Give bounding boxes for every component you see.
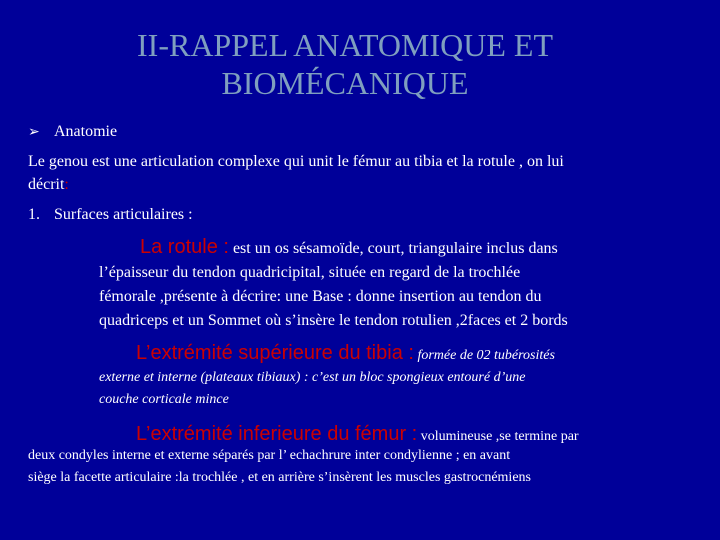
femur-text-1: volumineuse ,se termine par — [417, 429, 579, 444]
bullet-anatomie — [28, 123, 117, 141]
rotule-line-3: fémorale ,présente à décrire: une Base : donne insertion au tendon du — [99, 288, 542, 305]
intro-line-2 — [28, 176, 69, 194]
intro-line-2-text: décrit — [28, 176, 65, 193]
intro-line-1: Le genou est une articulation complexe qui unit le fémur au tibia et la rotule , on lui — [28, 153, 564, 170]
arrow-bullet-icon: ➢ — [28, 124, 40, 140]
intro-colon: : — [64, 176, 69, 193]
femur-line-1 — [136, 423, 579, 446]
rotule-line-1 — [140, 236, 558, 259]
slide-title — [0, 26, 690, 102]
rotule-text-1: est un os sésamoïde, court, triangulaire inclus dans — [228, 240, 558, 257]
slide-title-line-2: BIOMÉCANIQUE — [221, 65, 469, 101]
section-1-label: Surfaces articulaires : — [54, 206, 193, 223]
tibia-line-3: couche corticale mince — [99, 392, 229, 407]
femur-heading: L’extrémité inferieure du fémur : — [136, 423, 418, 445]
slide-title-line-1: II-RAPPEL ANATOMIQUE ET — [137, 27, 553, 63]
tibia-line-1 — [136, 342, 555, 365]
rotule-heading: La rotule : — [140, 236, 229, 258]
bullet-label: Anatomie — [54, 123, 118, 140]
tibia-line-2: externe et interne (plateaux tibiaux) : c’est un bloc spongieux entouré d’une — [99, 370, 526, 385]
section-1-heading — [28, 206, 193, 224]
tibia-text-1: formée de 02 tubérosités — [413, 348, 555, 363]
rotule-line-2: l’épaisseur du tendon quadricipital, située en regard de la trochlée — [99, 264, 521, 281]
femur-line-3: siège la facette articulaire :la trochlée , et en arrière s’insèrent les muscles gastrocnémiens — [28, 470, 531, 485]
rotule-line-4: quadriceps et un Sommet où s’insère le tendon rotulien ,2faces et 2 bords — [99, 312, 568, 329]
femur-line-2: deux condyles interne et externe séparés par l’ echachrure inter condylienne ; en avant — [28, 448, 511, 463]
section-1-number: 1. — [28, 206, 40, 223]
tibia-heading: L’extrémité supérieure du tibia : — [136, 342, 414, 364]
